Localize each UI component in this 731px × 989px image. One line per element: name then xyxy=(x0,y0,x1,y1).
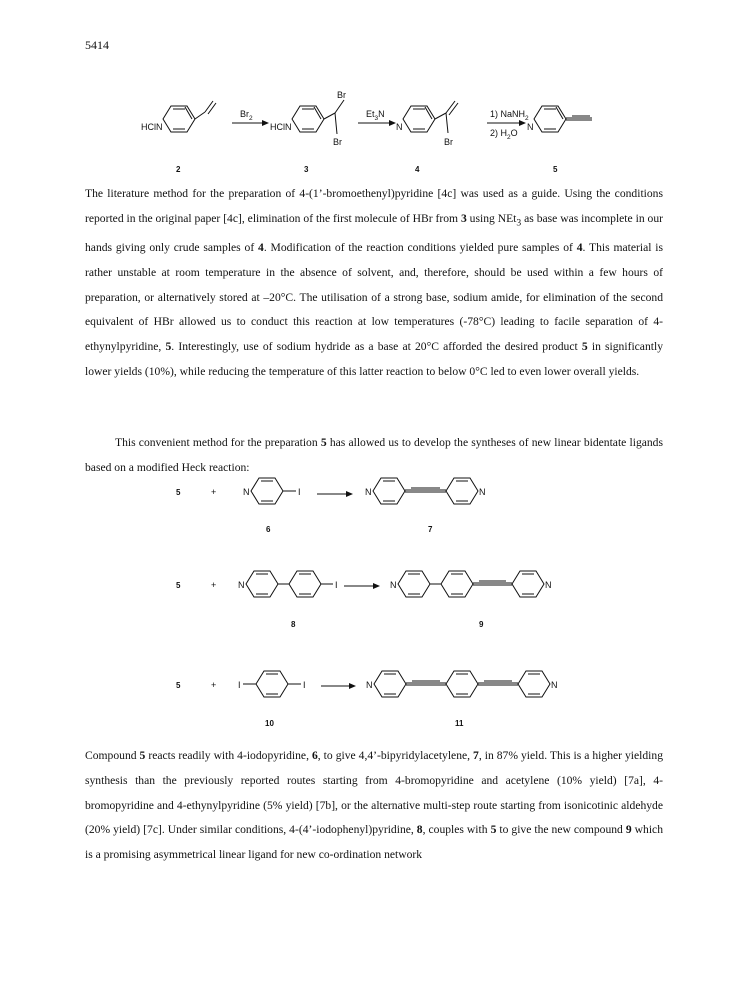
page-number: 5414 xyxy=(85,38,109,52)
r2-plus: + xyxy=(211,580,217,590)
r1-reactant: 5 xyxy=(176,488,181,497)
paragraph-2: This convenient method for the preparation 5 has allowed us to develop the syntheses of new linear bidentate ligands based on a modified Heck reaction: xyxy=(85,436,663,474)
paragraph-1: The literature method for the preparation of 4-(1’-bromoethenyl)pyridine [4c] was used as a guide. Using the conditions reported in the original paper [4c], elimination of the first molecule of HBr from 3 using NEt$_3$ as base was incomplete in our hands giving only crude samples of 4. Modification of the reaction conditions yielded pure samples of 4. This material is rather unstable at room temperature in the absence of solvent, and, therefore, should be used within a few hours of preparation, or alternatively stored at –20°C. The utilisation of a strong base, sodium amide, for elimination of the second equivalent of HBr allowed us to conduct this reaction at low temperatures (-78°C) leading to facile separation of 4-ethynylpyridine, 5. Interestingly, use of sodium hydride as a base at 20°C afforded the desired product 5 in significantly lower yields (10%), while reducing the temperature of this latter reaction to below 0°C led to even lower overall yields. xyxy=(85,187,663,378)
label-5: 5 xyxy=(553,165,558,174)
r3-atom-i-left: I xyxy=(238,680,241,690)
label-6: 6 xyxy=(266,525,271,534)
r3-plus: + xyxy=(211,680,217,690)
label-4: 4 xyxy=(415,165,420,174)
atom-br-3: Br xyxy=(333,137,342,147)
r2-product-n-right: N xyxy=(545,580,552,590)
r1-plus: + xyxy=(211,487,217,497)
atom-br-4: Br xyxy=(444,137,453,147)
r1-atom-i: I xyxy=(298,487,301,497)
r1-product-n-right: N xyxy=(479,487,486,497)
iodopyridine-6 xyxy=(251,478,283,504)
reagent-br2: $Br_2$ xyxy=(240,109,253,122)
atom-hcln-3: HClN xyxy=(270,122,292,132)
reagent-step2: 2) $H_2O$ xyxy=(490,128,518,141)
compound-11 xyxy=(374,671,550,697)
iodophenylpyridine-8 xyxy=(246,571,333,597)
reagent-step1: 1) NaNH$_2$ xyxy=(490,109,529,122)
label-7: 7 xyxy=(428,525,433,534)
label-11: 11 xyxy=(455,719,464,728)
atom-n-4: N xyxy=(396,122,403,132)
label-10: 10 xyxy=(265,719,274,728)
r1-atom-n: N xyxy=(243,487,250,497)
bipyridylacetylene-7 xyxy=(373,478,478,504)
reagent-et3n: $Et_3N$ xyxy=(366,109,385,122)
atom-br-top: Br xyxy=(337,90,346,100)
r1-product-n-left: N xyxy=(365,487,372,497)
r3-product-n-right: N xyxy=(551,680,558,690)
r2-reactant: 5 xyxy=(176,581,181,590)
r3-product-n-left: N xyxy=(366,680,373,690)
r2-atom-i: I xyxy=(335,580,338,590)
r2-product-n-left: N xyxy=(390,580,397,590)
label-2: 2 xyxy=(176,165,181,174)
r3-atom-i-right: I xyxy=(303,680,306,690)
r2-atom-n: N xyxy=(238,580,245,590)
atom-n-5: N xyxy=(527,122,534,132)
diiodobenzene-10 xyxy=(243,671,301,697)
paragraph-3: Compound 5 reacts readily with 4-iodopyridine, 6, to give 4,4’-bipyridylacetylene, 7, in 87% yield. This is a higher yielding synthesis than the previously reported routes starting from 4-bromopyridine and acetylene (10% yield) [7a], 4-bromopyridine and 4-ethynylpyridine (5% yield) [7b], or the alternative multi-step route starting from isonicotinic aldehyde (20% yield) [7c]. Under similar conditions, 4-(4’-iodophenyl)pyridine, 8, couples with 5 to give the new compound 9 which is a promising asymmetrical linear ligand for new co-ordination network xyxy=(85,749,664,862)
label-3: 3 xyxy=(304,165,309,174)
atom-hcln-2: HClN xyxy=(141,122,163,132)
label-9: 9 xyxy=(479,620,484,629)
r3-reactant: 5 xyxy=(176,681,181,690)
compound-9 xyxy=(398,571,544,597)
label-8: 8 xyxy=(291,620,296,629)
